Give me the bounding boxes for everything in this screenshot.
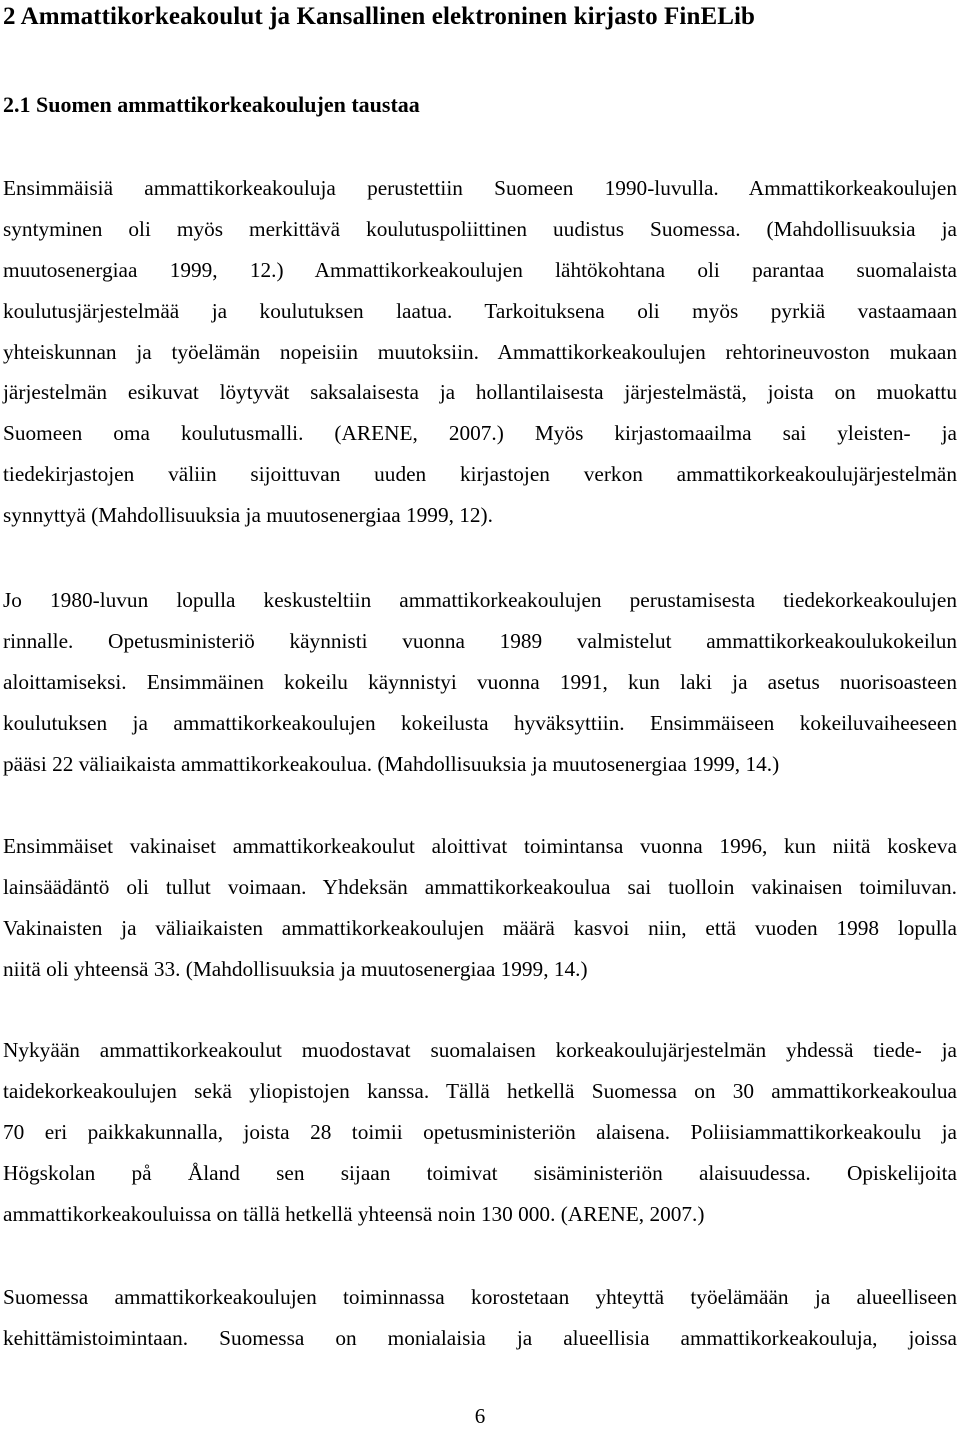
text-line: Suomeen oma koulutusmalli. (ARENE, 2007.) Myös kirjastomaailma sai yleisten- ja [3,421,957,446]
text-line: Jo 1980-luvun lopulla keskusteltiin ammattikorkeakoulujen perustamisesta tiedekorkeakoulujen [3,588,957,612]
text-line: koulutuksen ja ammattikorkeakoulujen kokeilusta hyväksyttiin. Ensimmäiseen kokeiluvaiheeseen [3,710,957,735]
text-line: Högskolan på Åland sen sijaan toimivat sisäministeriön alaisuudessa. Opiskelijoita [3,1160,957,1185]
text-line: järjestelmän esikuvat löytyvät saksalaisesta ja hollantilaisesta järjestelmästä, joista on muokattu [3,380,957,405]
text-line: muutosenergiaa 1999, 12.) Ammattikorkeakoulujen lähtökohtana oli parantaa suomalaista [3,257,957,282]
text-line: tiedekirjastojen väliin sijoittuvan uuden kirjastojen verkon ammattikorkeakoulujärjestelmän [3,462,957,487]
text-line: Suomessa ammattikorkeakoulujen toiminnassa korostetaan yhteyttä työelämään ja alueelliseen [3,1285,957,1309]
text-line: Vakinaisten ja väliaikaisten ammattikorkeakoulujen määrä kasvoi niin, että vuoden 1998 lopulla [3,915,957,940]
paragraph-3 [3,826,957,990]
text-line: Nykyään ammattikorkeakoulut muodostavat suomalaisen korkeakoulujärjestelmän yhdessä tiede- ja [3,1038,957,1062]
paragraph-4 [3,1030,957,1234]
text-line: taidekorkeakoulujen sekä yliopistojen kanssa. Tällä hetkellä Suomessa on 30 ammattikorkeakoulua [3,1078,957,1103]
text-line: kehittämistoimintaan. Suomessa on monialaisia ja alueellisia ammattikorkeakouluja, joissa [3,1325,957,1350]
text-line: rinnalle. Opetusministeriö käynnisti vuonna 1989 valmistelut ammattikorkeakoulukokeilun [3,628,957,653]
text-line: syntyminen oli myös merkittävä koulutuspoliittinen uudistus Suomessa. (Mahdollisuuksia ja [3,216,957,241]
text-line: Ensimmäisiä ammattikorkeakouluja perustettiin Suomeen 1990-luvulla. Ammattikorkeakoulujen [3,176,957,200]
text-line: aloittamiseksi. Ensimmäinen kokeilu käynnistyi vuonna 1991, kun laki ja asetus nuorisoasteen [3,669,957,694]
paragraph-2 [3,580,957,784]
paragraph-1 [3,168,957,536]
text-line: ammattikorkeakouluissa on tällä hetkellä yhteensä noin 130 000. (ARENE, 2007.) [3,1201,705,1226]
text-line: 70 eri paikkakunnalla, joista 28 toimii opetusministeriön alaisena. Poliisiammattikorkeakoulu ja [3,1119,957,1144]
text-line: Ensimmäiset vakinaiset ammattikorkeakoulut aloittivat toimintansa vuonna 1996, kun niitä koskeva [3,834,957,858]
page-number: 6 [474,1404,486,1428]
text-line: lainsäädäntö oli tullut voimaan. Yhdeksän ammattikorkeakoulua sai tuolloin vakinaisen toimiluvan. [3,874,957,899]
text-line: koulutusjärjestelmää ja koulutuksen laatua. Tarkoituksena oli myös pyrkiä vastaamaan [3,298,957,323]
text-line: yhteiskunnan ja työelämän nopeisiin muutoksiin. Ammattikorkeakoulujen rehtorineuvoston mukaan [3,339,957,364]
text-line: niitä oli yhteensä 33. (Mahdollisuuksia ja muutosenergiaa 1999, 14.) [3,956,588,981]
text-line: pääsi 22 väliaikaista ammattikorkeakoulua. (Mahdollisuuksia ja muutosenergiaa 1999, 14.) [3,751,780,776]
chapter-heading: 2 Ammattikorkeakoulut ja Kansallinen elektroninen kirjasto FinELib [3,3,756,30]
text-line: synnyttyä (Mahdollisuuksia ja muutosenergiaa 1999, 12). [3,503,493,528]
paragraph-5 [3,1277,957,1359]
section-heading: 2.1 Suomen ammattikorkeakoulujen taustaa [3,92,420,117]
